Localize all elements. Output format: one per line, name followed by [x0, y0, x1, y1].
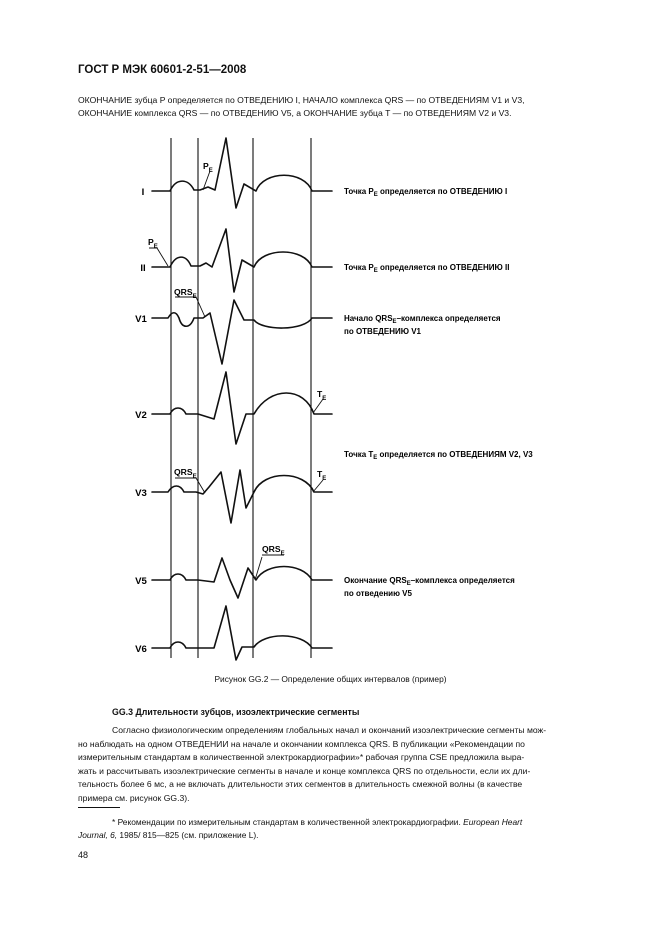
trace-lead-i — [152, 138, 332, 208]
marker-arrows — [149, 171, 323, 580]
lead-labels — [135, 187, 147, 655]
pe-arrow-lead-ii — [149, 248, 168, 266]
pe-label-lead-i: $P_E$ — [203, 161, 213, 174]
figure-caption: Рисунок GG.2 — Определение общих интервалов (пример) — [214, 674, 447, 684]
trace-lead-v5 — [152, 558, 332, 598]
desc-v5-line1: Окончание $QRS_E$–комплекса определяется — [344, 576, 515, 587]
desc-v2-v3: Точка $T_E$ определяется по ОТВЕДЕНИЯМ V2, V3 — [344, 450, 533, 461]
intro-line: ОКОНЧАНИЕ комплекса QRS — по ОТВЕДЕНИЮ V5, а ОКОНЧАНИЕ зубца T — по ОТВЕДЕНИЯМ V2 и V3. — [78, 108, 512, 118]
lead-label-v5: V5 — [135, 576, 147, 587]
pe-label-lead-ii: $P_E$ — [148, 237, 158, 250]
lead-descriptions — [344, 187, 533, 598]
footnote-line: Journal, 6, 1985/ 815—825 (см. приложение L). — [78, 830, 259, 840]
paragraph-line: Согласно физиологическим определениям глобальных начал и окончаний изоэлектрические сегменты мож- — [112, 725, 547, 735]
document-header: ГОСТ Р МЭК 60601-2-51—2008 — [78, 64, 247, 76]
lead-label-v6: V6 — [135, 644, 147, 655]
footnote — [78, 816, 618, 842]
footnote-line: * Рекомендации по измерительным стандартам в количественной электрокардиографии. European Heart — [112, 817, 523, 827]
desc-v1-line2: по ОТВЕДЕНИЮ V1 — [344, 327, 421, 336]
desc-v5-line2: по отведению V5 — [344, 589, 412, 598]
trace-lead-v6 — [152, 606, 332, 660]
paragraph-line: измерительным стандартам в количественной электрокардиографии»* рабочая группа CSE предложила выра- — [78, 752, 525, 762]
lead-label-v2: V2 — [135, 410, 147, 421]
footnote-divider — [78, 807, 120, 808]
trace-lead-v2 — [152, 372, 332, 444]
lead-label-v1: V1 — [135, 314, 147, 325]
qrse-label-v1: $QRS_E$ — [174, 287, 197, 300]
desc-lead-i: Точка $P_E$ определяется по ОТВЕДЕНИЮ I — [344, 187, 508, 198]
qrse-arrow-v3 — [175, 478, 205, 493]
page-number: 48 — [78, 850, 89, 860]
te-label-v2: $T_E$ — [317, 389, 327, 402]
paragraph-line: тельность более 6 мс, а не включать длительности этих сегментов в длительность смежной волны (в качестве — [78, 779, 523, 789]
section-paragraph — [78, 724, 618, 805]
qrse-arrow-v1 — [175, 297, 205, 317]
lead-label-v3: V3 — [135, 488, 147, 499]
desc-lead-ii: Точка $P_E$ определяется по ОТВЕДЕНИЮ II — [344, 263, 510, 274]
paragraph-line: жать и рассчитывать изоэлектрические сегменты в начале и конце комплекса QRS по отдельности, если их дли- — [78, 765, 531, 776]
te-label-v3: $T_E$ — [317, 469, 327, 482]
qrse-label-v3: $QRS_E$ — [174, 467, 197, 480]
ecg-traces — [152, 138, 332, 660]
paragraph-line: но наблюдать на одном ОТВЕДЕНИИ на начале и окончании комплекса QRS. В публикации «Рекомендации по — [78, 738, 525, 749]
qrse-label-v5: $QRS_E$ — [262, 544, 285, 557]
trace-lead-v1 — [152, 300, 332, 364]
lead-label-ii: II — [140, 263, 146, 274]
section-heading: GG.3 Длительности зубцов, изоэлектрические сегменты — [112, 707, 360, 717]
marker-labels — [148, 161, 326, 557]
paragraph-line: примера см. рисунок GG.3). — [78, 792, 190, 803]
desc-v1-line1: Начало $QRS_E$–комплекса определяется — [344, 314, 501, 325]
trace-lead-ii — [152, 229, 332, 292]
intro-line: ОКОНЧАНИЕ зубца P определяется по ОТВЕДЕНИЮ I, НАЧАЛО комплекса QRS — по ОТВЕДЕНИЯМ V1 и V3, — [78, 95, 525, 105]
lead-label-i: I — [141, 187, 145, 198]
